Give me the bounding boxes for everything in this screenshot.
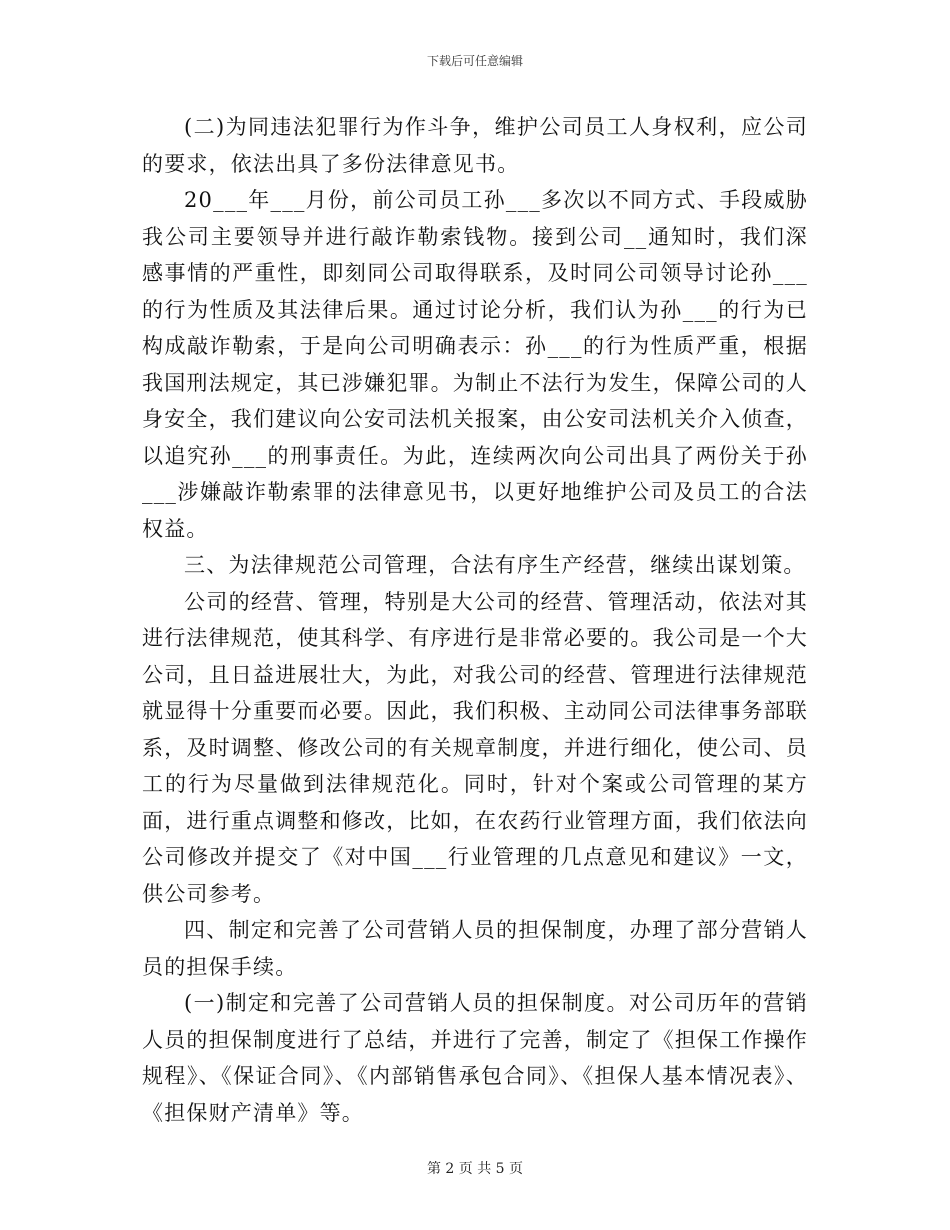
paragraph-management-regulation: 公司的经营、管理，特别是大公司的经营、管理活动，依法对其进行法律规范，使其科学、有序进行是非常必要的。我公司是一个大公司，且日益进展壮大，为此，对我公司的经营、管理进行法律规范就显得十分重要而必要。因此，我们积极、主动同公司法律事务部联系，及时调整、修改公司的有关规章制度，并进行细化，使公司、员工的行为尽量做到法律规范化。同时，针对个案或公司管理的某方面，进行重点调整和修改，比如，在农药行业管理方面，我们依法向公司修改并提交了《对中国___行业管理的几点意见和建议》一文，供公司参考。 bbox=[142, 589, 808, 906]
paragraph-legal-opinions: (二)为同违法犯罪行为作斗争，维护公司员工人身权利，应公司的要求，依法出具了多份法律意见书。 bbox=[142, 115, 808, 176]
document-body bbox=[142, 109, 808, 1131]
heading-section-four: 四、制定和完善了公司营销人员的担保制度，办理了部分营销人员的担保手续。 bbox=[142, 918, 808, 979]
page-header: 下载后可任意编辑 bbox=[426, 54, 523, 68]
paragraph-extortion-case: 20___年___月份，前公司员工孙___多次以不同方式、手段威胁我公司主要领导并进行敲诈勒索钱物。接到公司__通知时，我们深感事情的严重性，即刻同公司取得联系，及时同公司领导讨论孙___的行为性质及其法律后果。通过讨论分析，我们认为孙___的行为已构成敲诈勒索，于是向公司明确表示：孙___的行为性质严重，根据我国刑法规定，其已涉嫌犯罪。为制止不法行为发生，保障公司的人身安全，我们建议向公安司法机关报案，由公安司法机关介入侦查，以追究孙___的刑事责任。为此，连续两次向公司出具了两份关于孙___涉嫌敲诈勒索罪的法律意见书，以更好地维护公司及员工的合法权益。 bbox=[142, 188, 808, 541]
paragraph-guarantee-system: (一)制定和完善了公司营销人员的担保制度。对公司历年的营销人员的担保制度进行了总结，并进行了完善，制定了《担保工作操作规程》、《保证合同》、《内部销售承包合同》、《担保人基本情况表》、《担保财产清单》等。 bbox=[142, 991, 808, 1125]
page-footer: 第 2 页 共 5 页 bbox=[426, 1161, 524, 1177]
heading-section-three: 三、为法律规范公司管理，合法有序生产经营，继续出谋划策。 bbox=[184, 553, 806, 577]
